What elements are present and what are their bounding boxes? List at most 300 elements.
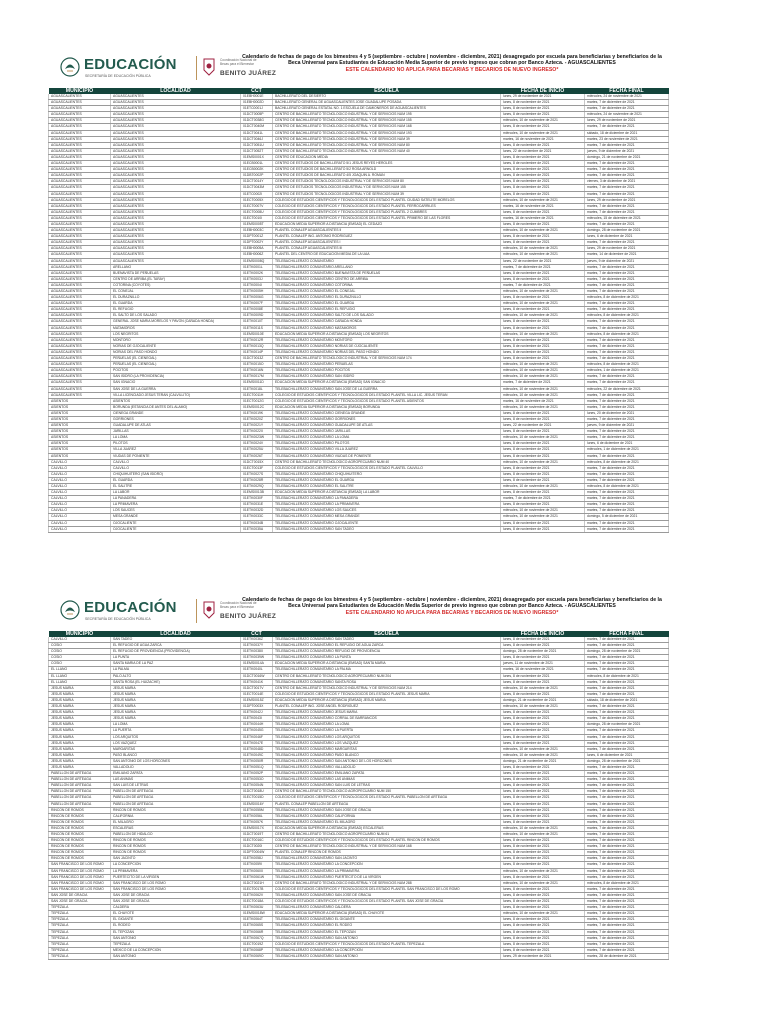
col-escuela: ESCUELA: [273, 631, 501, 637]
document-title: [236, 54, 668, 73]
cell-fecha-inicio: lunes, 8 de noviembre de 2021: [501, 905, 585, 911]
cell-localidad: SAN ANTONIO DE LOS HORCONES: [111, 758, 241, 764]
cell-fecha-final: martes, 7 de diciembre de 2021: [585, 807, 669, 813]
cell-cct: 01DCT0043M: [241, 185, 273, 191]
cell-localidad: LA PUERTA: [111, 728, 241, 734]
cell-cct: 01DCT0052T: [241, 148, 273, 154]
cell-municipio: AGUASCALIENTES: [49, 362, 111, 368]
cell-municipio: RINCON DE ROMOS: [49, 838, 111, 844]
cell-fecha-inicio: lunes, 8 de noviembre de 2021: [501, 844, 585, 850]
sep-logo: [60, 599, 277, 625]
cell-fecha-final: jueves, 9 de diciembre de 2021: [585, 148, 669, 154]
cell-cct: 01ETK0012R: [241, 337, 273, 343]
cell-fecha-inicio: miércoles, 10 de noviembre de 2021: [501, 313, 585, 319]
cell-escuela: TELEBACHILLERATO COMUNITARIO MATAMOROS: [273, 325, 501, 331]
cell-cct: 01ETK0047E: [241, 740, 273, 746]
cell-cct: 01ECT0011H: [241, 392, 273, 398]
cell-fecha-inicio: domingo, 21 de noviembre de 2021: [501, 697, 585, 703]
cell-cct: 01ECT0018A: [241, 899, 273, 905]
cell-fecha-final: martes, 7 de diciembre de 2021: [585, 496, 669, 502]
cell-fecha-final: martes, 7 de diciembre de 2021: [585, 710, 669, 716]
cell-municipio: AGUASCALIENTES: [49, 319, 111, 325]
cell-fecha-final: martes, 7 de diciembre de 2021: [585, 704, 669, 710]
cell-cct: 01ETK0019K: [241, 410, 273, 416]
cell-cct: 01ETK0050R: [241, 758, 273, 764]
cell-fecha-final: martes, 7 de diciembre de 2021: [585, 856, 669, 862]
cell-cct: 01DCT0041L: [241, 130, 273, 136]
cell-cct: 01ETK0062V: [241, 892, 273, 898]
cell-escuela: TELEBACHILLERATO COMUNITARIO LA PRIMAVERA: [273, 868, 501, 874]
cell-fecha-inicio: miércoles, 10 de noviembre de 2021: [501, 368, 585, 374]
cell-cct: 01ETK0067Q: [241, 935, 273, 941]
cell-municipio: AGUASCALIENTES: [49, 270, 111, 276]
cell-fecha-final: martes, 7 de diciembre de 2021: [585, 777, 669, 783]
cell-escuela: TELEBACHILLERATO COMUNITARIO: [273, 258, 501, 264]
cell-escuela: TELEBACHILLERATO COMUNITARIO EL MILAGRO: [273, 819, 501, 825]
cell-escuela: TELEBACHILLERATO COMUNITARIO POCITOS: [273, 368, 501, 374]
cell-fecha-inicio: miércoles, 10 de noviembre de 2021: [501, 459, 585, 465]
cell-municipio: ASIENTOS: [49, 453, 111, 459]
cell-localidad: JESUS MARIA: [111, 704, 241, 710]
cell-municipio: AGUASCALIENTES: [49, 228, 111, 234]
cell-cct: 01ETK0048D: [241, 746, 273, 752]
cell-fecha-final: martes, 7 de diciembre de 2021: [585, 203, 669, 209]
cell-fecha-inicio: miércoles, 10 de noviembre de 2021: [501, 704, 585, 710]
cell-fecha-final: martes, 7 de diciembre de 2021: [585, 899, 669, 905]
cell-escuela: TELEBACHILLERATO COMUNITARIO EL SALITRE: [273, 484, 501, 490]
cell-cct: 01ETK0059I: [241, 862, 273, 868]
cell-fecha-inicio: lunes, 8 de noviembre de 2021: [501, 410, 585, 416]
cell-municipio: CALVILLO: [49, 526, 111, 532]
cell-fecha-inicio: lunes, 8 de noviembre de 2021: [501, 179, 585, 185]
cell-escuela: TELEBACHILLERATO COMUNITARIO CIENEGA GRANDE: [273, 410, 501, 416]
cell-fecha-final: miércoles, 1 de diciembre de 2021: [585, 447, 669, 453]
cell-fecha-final: martes, 7 de diciembre de 2021: [585, 502, 669, 508]
cell-fecha-inicio: lunes, 8 de noviembre de 2021: [501, 886, 585, 892]
cell-municipio: PABELLON DE ARTEAGA: [49, 777, 111, 783]
cell-localidad: JARILLAS: [111, 429, 241, 435]
cell-localidad: JESUS MARIA: [111, 710, 241, 716]
cell-cct: 01DCT0020I: [241, 844, 273, 850]
cell-municipio: AGUASCALIENTES: [49, 368, 111, 374]
cell-localidad: CALVILLO: [111, 465, 241, 471]
cell-fecha-inicio: lunes, 8 de noviembre de 2021: [501, 813, 585, 819]
cell-cct: 01ETK0001L: [241, 264, 273, 270]
cell-municipio: CALVILLO: [49, 637, 111, 643]
cell-municipio: ASIENTOS: [49, 404, 111, 410]
cell-municipio: AGUASCALIENTES: [49, 264, 111, 270]
cell-municipio: AGUASCALIENTES: [49, 136, 111, 142]
cell-localidad: AGUASCALIENTES: [111, 228, 241, 234]
cell-municipio: PABELLON DE ARTEAGA: [49, 783, 111, 789]
cell-escuela: TELEBACHILLERATO COMUNITARIO LA PANADERA: [273, 496, 501, 502]
cell-fecha-final: martes, 7 de diciembre de 2021: [585, 398, 669, 404]
cell-fecha-inicio: miércoles, 10 de noviembre de 2021: [501, 362, 585, 368]
cell-cct: 01EBH0001E: [241, 94, 273, 100]
cell-localidad: AGUASCALIENTES: [111, 203, 241, 209]
cell-localidad: AGUASCALIENTES: [111, 148, 241, 154]
cell-cct: 01ETK0060X: [241, 868, 273, 874]
cell-fecha-final: martes, 7 de diciembre de 2021: [585, 679, 669, 685]
cell-municipio: CALVILLO: [49, 477, 111, 483]
cell-fecha-final: martes, 7 de diciembre de 2021: [585, 289, 669, 295]
cell-cct: 01ETK0011S: [241, 325, 273, 331]
cell-municipio: PABELLON DE ARTEAGA: [49, 795, 111, 801]
cell-cct: 01ETK0014P: [241, 349, 273, 355]
cell-municipio: AGUASCALIENTES: [49, 173, 111, 179]
cell-fecha-inicio: lunes, 8 de noviembre de 2021: [501, 154, 585, 160]
cell-escuela: CENTRO DE ESTUDIOS DE BACHILLERATO 5/2 ROSA ARNOLD: [273, 167, 501, 173]
cell-escuela: TELEBACHILLERATO COMUNITARIO VILLA JUAREZ: [273, 447, 501, 453]
cell-localidad: AGUASCALIENTES: [111, 112, 241, 118]
cell-cct: 01EMS0005T: [241, 221, 273, 227]
cell-cct: 01ECB0002K: [241, 167, 273, 173]
cell-cct: 01ETK0018L: [241, 386, 273, 392]
cell-fecha-inicio: miércoles, 10 de noviembre de 2021: [501, 130, 585, 136]
cell-fecha-final: lunes, 29 de noviembre de 2021: [585, 246, 669, 252]
cell-escuela: TELEBACHILLERATO COMUNITARIO EL TEPOZAN: [273, 929, 501, 935]
cell-fecha-final: martes, 7 de diciembre de 2021: [585, 471, 669, 477]
cell-municipio: AGUASCALIENTES: [49, 118, 111, 124]
cell-cct: 01ETK0045G: [241, 728, 273, 734]
cell-municipio: RINCON DE ROMOS: [49, 813, 111, 819]
cell-fecha-inicio: lunes, 8 de noviembre de 2021: [501, 112, 585, 118]
cell-localidad: LAS ANIMAS: [111, 777, 241, 783]
cell-fecha-inicio: lunes, 8 de noviembre de 2021: [501, 167, 585, 173]
cell-escuela: COLEGIO DE ESTUDIOS CIENTIFICOS Y TECNOLOGICOS DEL ESTADO PLANTEL FERROCARRILES: [273, 203, 501, 209]
cell-fecha-inicio: lunes, 8 de noviembre de 2021: [501, 740, 585, 746]
cell-fecha-inicio: lunes, 8 de noviembre de 2021: [501, 935, 585, 941]
cell-fecha-final: martes, 7 de diciembre de 2021: [585, 429, 669, 435]
cell-cct: 01ETC0002I: [241, 191, 273, 197]
cell-fecha-final: martes, 7 de diciembre de 2021: [585, 740, 669, 746]
cell-localidad: AGUASCALIENTES: [111, 234, 241, 240]
cell-fecha-inicio: miércoles, 10 de noviembre de 2021: [501, 386, 585, 392]
cell-cct: 01ETK0016N: [241, 368, 273, 374]
cell-cct: 01ETK0069O: [241, 953, 273, 959]
cell-fecha-inicio: miércoles, 10 de noviembre de 2021: [501, 514, 585, 520]
cell-localidad: AGUASCALIENTES: [111, 209, 241, 215]
cell-cct: 01EMS0016Y: [241, 801, 273, 807]
cell-fecha-final: martes, 7 de diciembre de 2021: [585, 862, 669, 868]
cell-cct: 01DCT0021H: [241, 880, 273, 886]
cell-localidad: PEÑUELAS (EL CIENEGAL): [111, 362, 241, 368]
cell-cct: 01ETK0024V: [241, 441, 273, 447]
cell-municipio: ASIENTOS: [49, 423, 111, 429]
cell-fecha-final: martes, 7 de diciembre de 2021: [585, 392, 669, 398]
cell-fecha-final: miércoles, 8 de diciembre de 2021: [585, 362, 669, 368]
cell-cct: 01ETK0002K: [241, 270, 273, 276]
cell-escuela: TELEBACHILLERATO COMUNITARIO EL GIGANTE: [273, 917, 501, 923]
cell-fecha-inicio: miércoles, 10 de noviembre de 2021: [501, 746, 585, 752]
cell-localidad: PEÑUELAS (EL CIENEGAL): [111, 356, 241, 362]
title-line-1: Calendario de fechas de pago de los bimestres 4 y 5 (septiembre - octubre | noviembre - diciembre, 2021) desagregado por escuela para beneficiarias y beneficiarios de la: [242, 597, 662, 603]
cell-escuela: TELEBACHILLERATO COMUNITARIO EL REFUGIO: [273, 307, 501, 313]
cell-cct: 01DCT0016W: [241, 673, 273, 679]
cell-escuela: TELEBACHILLERATO COMUNITARIO CALDERA: [273, 905, 501, 911]
cell-escuela: TELEBACHILLERATO COMUNITARIO EL GUARDA: [273, 301, 501, 307]
cell-localidad: AGUASCALIENTES: [111, 118, 241, 124]
cell-fecha-final: martes, 7 de diciembre de 2021: [585, 844, 669, 850]
cell-fecha-final: martes, 7 de diciembre de 2021: [585, 929, 669, 935]
cell-fecha-inicio: lunes, 8 de noviembre de 2021: [501, 801, 585, 807]
cell-fecha-inicio: lunes, 8 de noviembre de 2021: [501, 722, 585, 728]
cell-cct: 01EMS0018W: [241, 911, 273, 917]
cell-localidad: LA CONCEPCION: [111, 862, 241, 868]
cell-fecha-final: martes, 7 de diciembre de 2021: [585, 905, 669, 911]
cell-cct: 01ECB0001L: [241, 161, 273, 167]
cell-fecha-inicio: lunes, 8 de noviembre de 2021: [501, 789, 585, 795]
cell-fecha-inicio: lunes, 8 de noviembre de 2021: [501, 941, 585, 947]
cell-escuela: TELEBACHILLERATO COMUNITARIO EMILIANO ZAPATA: [273, 771, 501, 777]
cell-municipio: RINCON DE ROMOS: [49, 832, 111, 838]
cell-fecha-final: martes, 7 de diciembre de 2021: [585, 771, 669, 777]
cell-cct: 01ETK0053O: [241, 777, 273, 783]
cell-fecha-inicio: lunes, 8 de noviembre de 2021: [501, 520, 585, 526]
cell-cct: 01ETK0004I: [241, 282, 273, 288]
cell-escuela: PLANTEL CONALEP ING. JOSE ANGEL RODRIGUEZ: [273, 704, 501, 710]
cell-fecha-final: martes, 7 de diciembre de 2021: [585, 124, 669, 130]
document-title: [236, 597, 668, 616]
cell-localidad: AGUASCALIENTES: [111, 240, 241, 246]
cell-cct: 01ETK0017M: [241, 374, 273, 380]
cell-municipio: PABELLON DE ARTEAGA: [49, 771, 111, 777]
cell-localidad: SAN JACINTO: [111, 856, 241, 862]
cell-cct: 01ETK0043I: [241, 716, 273, 722]
cell-localidad: AGUASCALIENTES: [111, 106, 241, 112]
cell-municipio: SAN FRANCISCO DE LOS ROMO: [49, 886, 111, 892]
cell-escuela: TELEBACHILLERATO COMUNITARIO MONTORO: [273, 337, 501, 343]
cell-localidad: AGUASCALIENTES: [111, 246, 241, 252]
col-fecha-inicio: FECHA DE INICIO: [501, 631, 585, 637]
cell-localidad: CALVILLO: [111, 459, 241, 465]
cell-cct: 01ECT0008U: [241, 209, 273, 215]
table-body: [49, 637, 669, 959]
cell-cct: 01ETC0001J: [241, 106, 273, 112]
cell-municipio: EL LLANO: [49, 667, 111, 673]
cell-fecha-final: martes, 7 de diciembre de 2021: [585, 825, 669, 831]
cell-escuela: BACHILLERATO GENERAL DE AGUASCALIENTES JOSE GUADALUPE POSADA: [273, 100, 501, 106]
cell-fecha-inicio: miércoles, 10 de noviembre de 2021: [501, 118, 585, 124]
cell-escuela: TELEBACHILLERATO COMUNITARIO LAS ANIMAS: [273, 777, 501, 783]
cell-cct: 01ETK0010T: [241, 319, 273, 325]
cell-localidad: MEXICO DE LA CONCEPCION: [111, 947, 241, 953]
cell-fecha-final: miércoles, 8 de diciembre de 2021: [585, 880, 669, 886]
cell-fecha-inicio: lunes, 8 de noviembre de 2021: [501, 441, 585, 447]
cell-cct: 01ETK0030F: [241, 496, 273, 502]
cell-escuela: TELEBACHILLERATO COMUNITARIO SAN JOSE DE LA GUERRA: [273, 386, 501, 392]
cell-localidad: LA LABOR: [111, 490, 241, 496]
cell-fecha-final: martes, 7 de diciembre de 2021: [585, 746, 669, 752]
cell-localidad: MONTORO: [111, 337, 241, 343]
cell-fecha-final: martes, 7 de diciembre de 2021: [585, 661, 669, 667]
cell-escuela: TELEBACHILLERATO COMUNITARIO EL GUARDA: [273, 477, 501, 483]
cell-municipio: JESUS MARIA: [49, 691, 111, 697]
cell-municipio: JESUS MARIA: [49, 704, 111, 710]
cell-localidad: AGUASCALIENTES: [111, 154, 241, 160]
cell-cct: 01ECT0019Z: [241, 941, 273, 947]
brand-subtitle: SECRETARÍA DE EDUCACIÓN PÚBLICA: [85, 617, 151, 621]
cell-fecha-final: martes, 14 de diciembre de 2021: [585, 252, 669, 258]
cell-escuela: COLEGIO DE ESTUDIOS CIENTIFICOS Y TECNOLOGICOS DEL ESTADO PLANTEL VILLA LIC. JESUS TERAN: [273, 392, 501, 398]
cell-escuela: TELEBACHILLERATO COMUNITARIO SAN JACINTO: [273, 856, 501, 862]
cell-municipio: AGUASCALIENTES: [49, 100, 111, 106]
cell-localidad: NORIAS DEL PASO HONDO: [111, 349, 241, 355]
cell-municipio: AGUASCALIENTES: [49, 356, 111, 362]
cell-fecha-final: martes, 7 de diciembre de 2021: [585, 477, 669, 483]
cell-fecha-final: martes, 7 de diciembre de 2021: [585, 892, 669, 898]
cell-localidad: AGUASCALIENTES: [111, 124, 241, 130]
cell-localidad: ASIENTOS: [111, 398, 241, 404]
cell-fecha-inicio: lunes, 8 de noviembre de 2021: [501, 465, 585, 471]
cell-localidad: BUENAVISTA DE PEÑUELAS: [111, 270, 241, 276]
cell-municipio: SAN FRANCISCO DE LOS ROMO: [49, 862, 111, 868]
cell-escuela: COLEGIO DE ESTUDIOS CIENTIFICOS Y TECNOLOGICOS DEL ESTADO PLANTEL PABELLON DE ARTEAGA: [273, 795, 501, 801]
sep-logo: [60, 56, 277, 82]
cell-fecha-final: domingo, 28 de noviembre de 2021: [585, 649, 669, 655]
cell-fecha-inicio: lunes, 8 de noviembre de 2021: [501, 899, 585, 905]
cell-cct: 01ETK0023W: [241, 435, 273, 441]
cell-escuela: PLANTEL CONALEP RINCON DE ROMOS: [273, 850, 501, 856]
benito-juarez-label: BENITO JUÁREZ: [220, 70, 277, 77]
cell-escuela: TELEBACHILLERATO COMUNITARIO SAN TADEO: [273, 526, 501, 532]
col-fecha-inicio: FECHA DE INICIO: [501, 88, 585, 94]
cell-fecha-final: martes, 7 de diciembre de 2021: [585, 935, 669, 941]
cell-municipio: AGUASCALIENTES: [49, 112, 111, 118]
cell-localidad: GENERAL JOSE MARIA MORELOS Y PAVON (CAÑADA HONDA): [111, 319, 241, 325]
cell-localidad: VILLA LICENCIADO JESUS TERAN (CALVILLITO): [111, 392, 241, 398]
cell-municipio: ASIENTOS: [49, 429, 111, 435]
title-line-1: Calendario de fechas de pago de los bimestres 4 y 5 (septiembre - octubre | noviembre - diciembre, 2021) desagregado por escuela para beneficiarias y beneficiarios de la: [242, 54, 662, 60]
cell-municipio: CALVILLO: [49, 502, 111, 508]
cell-cct: 01EMS0001X: [241, 154, 273, 160]
cell-municipio: JESUS MARIA: [49, 716, 111, 722]
cell-fecha-final: miércoles, 8 de diciembre de 2021: [585, 331, 669, 337]
cell-escuela: CENTRO DE ESTUDIOS TECNOLOGICOS INDUSTRIAL Y DE SERVICIOS NUM 39: [273, 191, 501, 197]
cell-escuela: COLEGIO DE ESTUDIOS CIENTIFICOS Y TECNOLOGICOS DEL ESTADO PLANTEL ASIENTOS: [273, 398, 501, 404]
cell-municipio: AGUASCALIENTES: [49, 191, 111, 197]
cell-localidad: LOS NEGRITOS: [111, 331, 241, 337]
cell-escuela: TELEBACHILLERATO COMUNITARIO SAN ANTONIO: [273, 953, 501, 959]
cell-fecha-inicio: lunes, 8 de noviembre de 2021: [501, 673, 585, 679]
cell-municipio: ASIENTOS: [49, 398, 111, 404]
cell-fecha-inicio: lunes, 8 de noviembre de 2021: [501, 710, 585, 716]
cell-fecha-inicio: martes, 7 de diciembre de 2021: [501, 264, 585, 270]
cell-municipio: AGUASCALIENTES: [49, 301, 111, 307]
cell-cct: 01ETK0039W: [241, 655, 273, 661]
cell-cct: 01ETK0055M: [241, 807, 273, 813]
cell-localidad: AGUASCALIENTES: [111, 100, 241, 106]
cell-fecha-inicio: lunes, 8 de noviembre de 2021: [501, 106, 585, 112]
cell-fecha-final: martes, 7 de diciembre de 2021: [585, 319, 669, 325]
cell-escuela: TELEBACHILLERATO COMUNITARIO LOS ARQUITOS: [273, 734, 501, 740]
cell-cct: 01EMS0013B: [241, 490, 273, 496]
cell-localidad: EL TEPOZAN: [111, 929, 241, 935]
cell-cct: 01ECT0016C: [241, 838, 273, 844]
cell-fecha-inicio: lunes, 8 de noviembre de 2021: [501, 679, 585, 685]
cell-fecha-inicio: lunes, 8 de noviembre de 2021: [501, 319, 585, 325]
cell-fecha-inicio: miércoles, 10 de noviembre de 2021: [501, 252, 585, 258]
cell-fecha-inicio: lunes, 29 de noviembre de 2021: [501, 94, 585, 100]
cell-fecha-final: martes, 7 de diciembre de 2021: [585, 667, 669, 673]
cell-municipio: JESUS MARIA: [49, 740, 111, 746]
cell-cct: 01DBT0002P: [241, 173, 273, 179]
cell-fecha-inicio: lunes, 8 de noviembre de 2021: [501, 124, 585, 130]
col-escuela: ESCUELA: [273, 88, 501, 94]
cell-escuela: TELEBACHILLERATO COMUNITARIO LA PALMA: [273, 667, 501, 673]
cell-localidad: LOS VAZQUEZ: [111, 740, 241, 746]
cell-municipio: CALVILLO: [49, 490, 111, 496]
cell-fecha-inicio: lunes, 8 de noviembre de 2021: [501, 892, 585, 898]
cell-fecha-inicio: lunes, 8 de noviembre de 2021: [501, 734, 585, 740]
cell-localidad: LOS SAUCES: [111, 508, 241, 514]
cell-localidad: AGUASCALIENTES: [111, 161, 241, 167]
cell-fecha-inicio: martes, 16 de noviembre de 2021: [501, 667, 585, 673]
cell-fecha-final: martes, 7 de diciembre de 2021: [585, 264, 669, 270]
cell-fecha-inicio: lunes, 8 de noviembre de 2021: [501, 234, 585, 240]
cell-localidad: GUADALUPE DE ATLAS: [111, 423, 241, 429]
cell-fecha-final: martes, 7 de diciembre de 2021: [585, 868, 669, 874]
cell-fecha-inicio: lunes, 8 de noviembre de 2021: [501, 325, 585, 331]
cell-localidad: LA LOMA: [111, 435, 241, 441]
cell-fecha-inicio: lunes, 8 de noviembre de 2021: [501, 447, 585, 453]
cell-localidad: JESUS MARIA: [111, 697, 241, 703]
cell-cct: 01ETK0040L: [241, 667, 273, 673]
cell-cct: 01ETK0021Y: [241, 423, 273, 429]
cell-municipio: ASIENTOS: [49, 416, 111, 422]
cell-escuela: TELEBACHILLERATO COMUNITARIO CENTRO DE ARRIBA: [273, 276, 501, 282]
cell-cct: 01EBH0002D: [241, 100, 273, 106]
cell-fecha-inicio: miércoles, 10 de noviembre de 2021: [501, 392, 585, 398]
cell-escuela: COLEGIO DE ESTUDIOS CIENTIFICOS Y TECNOLOGICOS DEL ESTADO PLANTEL JESUS MARIA: [273, 691, 501, 697]
cell-fecha-final: miércoles, 8 de diciembre de 2021: [585, 459, 669, 465]
cell-cct: 01EMS0012C: [241, 404, 273, 410]
cell-localidad: NORIAS DE OJOCALIENTE: [111, 343, 241, 349]
cell-fecha-inicio: lunes, 8 de noviembre de 2021: [501, 221, 585, 227]
cell-fecha-final: martes, 7 de diciembre de 2021: [585, 832, 669, 838]
cell-municipio: AGUASCALIENTES: [49, 307, 111, 313]
cell-escuela: TELEBACHILLERATO COMUNITARIO SAN ISIDRO: [273, 374, 501, 380]
cell-escuela: TELEBACHILLERATO COMUNITARIO COTORINA: [273, 282, 501, 288]
cell-fecha-inicio: lunes, 8 de noviembre de 2021: [501, 343, 585, 349]
cell-fecha-inicio: miércoles, 10 de noviembre de 2021: [501, 508, 585, 514]
cell-fecha-inicio: miércoles, 10 de noviembre de 2021: [501, 911, 585, 917]
cell-escuela: TELEBACHILLERATO COMUNITARIO VALLADOLID: [273, 764, 501, 770]
cell-fecha-final: martes, 7 de diciembre de 2021: [585, 655, 669, 661]
cell-fecha-final: martes, 7 de diciembre de 2021: [585, 728, 669, 734]
cell-cct: 01ETK0046F: [241, 734, 273, 740]
cell-municipio: AGUASCALIENTES: [49, 325, 111, 331]
cell-cct: 01ETK0007F: [241, 301, 273, 307]
cell-fecha-inicio: lunes, 8 de noviembre de 2021: [501, 502, 585, 508]
cell-municipio: COSIO: [49, 643, 111, 649]
cell-fecha-final: martes, 7 de diciembre de 2021: [585, 191, 669, 197]
cell-fecha-final: lunes, 20 de diciembre de 2021: [585, 410, 669, 416]
cell-cct: 01ETK0034B: [241, 520, 273, 526]
cell-localidad: LA PUNTA: [111, 655, 241, 661]
cell-localidad: EL GIGANTE: [111, 917, 241, 923]
cell-fecha-inicio: lunes, 8 de noviembre de 2021: [501, 337, 585, 343]
cell-cct: 01ETK0061W: [241, 874, 273, 880]
cell-fecha-inicio: miércoles, 10 de noviembre de 2021: [501, 289, 585, 295]
cell-localidad: AGUASCALIENTES: [111, 191, 241, 197]
cell-localidad: EL RODEO: [111, 923, 241, 929]
table-row: [49, 953, 669, 959]
cell-localidad: PABELLON DE ARTEAGA: [111, 789, 241, 795]
cell-fecha-final: martes, 28 de diciembre de 2021: [585, 953, 669, 959]
cell-fecha-final: miércoles, 24 de noviembre de 2021: [585, 112, 669, 118]
cell-cct: 01EBH0005A: [241, 246, 273, 252]
